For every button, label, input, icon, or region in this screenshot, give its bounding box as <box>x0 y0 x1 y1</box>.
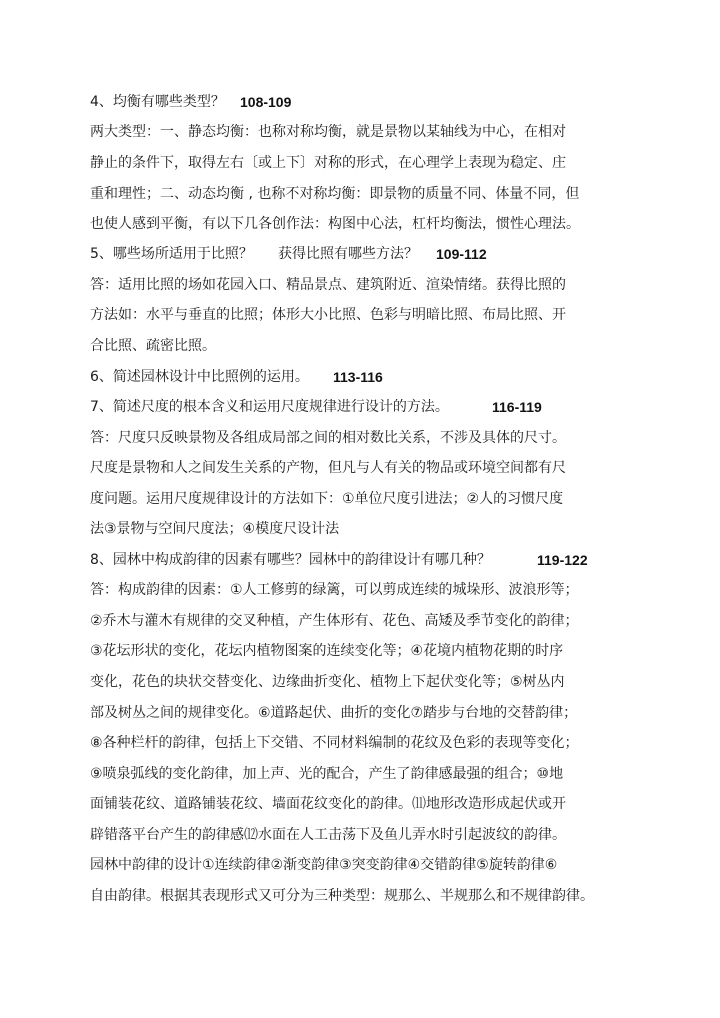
answer-8-line-2: ②乔木与灌木有规律的交叉种植，产生体形有、花色、高矮及季节变化的韵律； <box>90 613 579 629</box>
answer-8-line-11: 自由韵律。根据其表现形式又可分为三种类型：规那么、半规那么和不规律韵律。 <box>90 888 594 904</box>
question-7-pages: 116-119 <box>492 399 542 415</box>
question-5-title-2: 获得比照有哪些方法？ <box>278 246 418 262</box>
answer-4-line-2: 静止的条件下，取得左右〔或上下〕对称的形式，在心理学上表现为稳定、庄 <box>90 155 566 171</box>
answer-8-line-9: 辟错落平台产生的韵律感⑿水面在人工击荡下及鱼儿弄水时引起波纹的韵律。 <box>90 827 566 843</box>
answer-8-line-10: 园林中韵律的设计①连续韵律②渐变韵律③突变韵律④交错韵律⑤旋转韵律⑥ <box>90 857 558 873</box>
answer-4-line-1: 两大类型：一、静态均衡：也称对称均衡，就是景物以某轴线为中心，在相对 <box>90 124 566 140</box>
answer-8-line-7: ⑨喷泉弧线的变化韵律，加上声、光的配合，产生了韵律感最强的组合；⑩地 <box>90 766 564 782</box>
answer-5-line-3: 合比照、疏密比照。 <box>90 338 216 354</box>
question-8-title: 8、园林中构成韵律的因素有哪些？园林中的韵律设计有哪几种？ <box>90 552 491 568</box>
answer-8-line-6: ⑧各种栏杆的韵律，包括上下交错、不同材料编制的花纹及色彩的表现等变化； <box>90 735 579 751</box>
answer-8-line-3: ③花坛形状的变化，花坛内植物图案的连续变化等；④花境内植物花期的时序 <box>90 643 564 659</box>
question-6-pages: 113-116 <box>333 369 383 385</box>
answer-7-line-2: 尺度是景物和人之间发生关系的产物，但凡与人有关的物品或环境空间都有尺 <box>90 460 566 476</box>
answer-5-line-2: 方法如：水平与垂直的比照；体形大小比照、色彩与明暗比照、布局比照、开 <box>90 307 566 323</box>
question-4-pages: 108-109 <box>240 94 292 110</box>
question-7-title: 7、简述尺度的根本含义和运用尺度规律进行设计的方法。 <box>90 399 449 415</box>
answer-8-line-5: 部及树丛之间的规律变化。⑥道路起伏、曲折的变化⑦踏步与台地的交替韵律； <box>90 705 578 721</box>
answer-7-line-4: 法③景物与空间尺度法；④模度尺设计法 <box>90 521 340 537</box>
question-5-pages: 109-112 <box>436 246 487 262</box>
question-4-title: 4、均衡有哪些类型？ <box>90 94 225 110</box>
question-8-pages: 119-122 <box>537 552 588 568</box>
answer-7-line-3: 度问题。运用尺度规律设计的方法如下：①单位尺度引进法；②人的习惯尺度 <box>90 491 564 507</box>
answer-5-line-1: 答：适用比照的场如花园入口、精品景点、建筑附近、渲染情绪。获得比照的 <box>90 277 566 293</box>
question-5-title: 5、哪些场所适用于比照？ <box>90 246 253 262</box>
answer-4-line-4: 也使人感到平衡，有以下几各创作法：构图中心法，杠杆均衡法，惯性心理法。 <box>90 216 580 232</box>
answer-4-line-3: 重和理性；二、动态均衡 , 也称不对称均衡：即景物的质量不同、体量不同，但 <box>90 186 580 202</box>
answer-8-line-1: 答：构成韵律的因素：①人工修剪的绿篱，可以剪成连续的城垛形、波浪形等； <box>90 582 579 598</box>
answer-8-line-8: 面铺装花纹、道路铺装花纹、墙面花纹变化的韵律。⑾地形改造形成起伏或开 <box>90 796 566 812</box>
answer-8-line-4: 变化，花色的块状交替变化、边缘曲折变化、植物上下起伏变化等；⑤树丛内 <box>90 674 565 690</box>
answer-7-line-1: 答：尺度只反映景物及各组成局部之间的相对数比关系，不涉及具体的尺寸。 <box>90 430 566 446</box>
question-6-title: 6、简述园林设计中比照例的运用。 <box>90 369 309 385</box>
